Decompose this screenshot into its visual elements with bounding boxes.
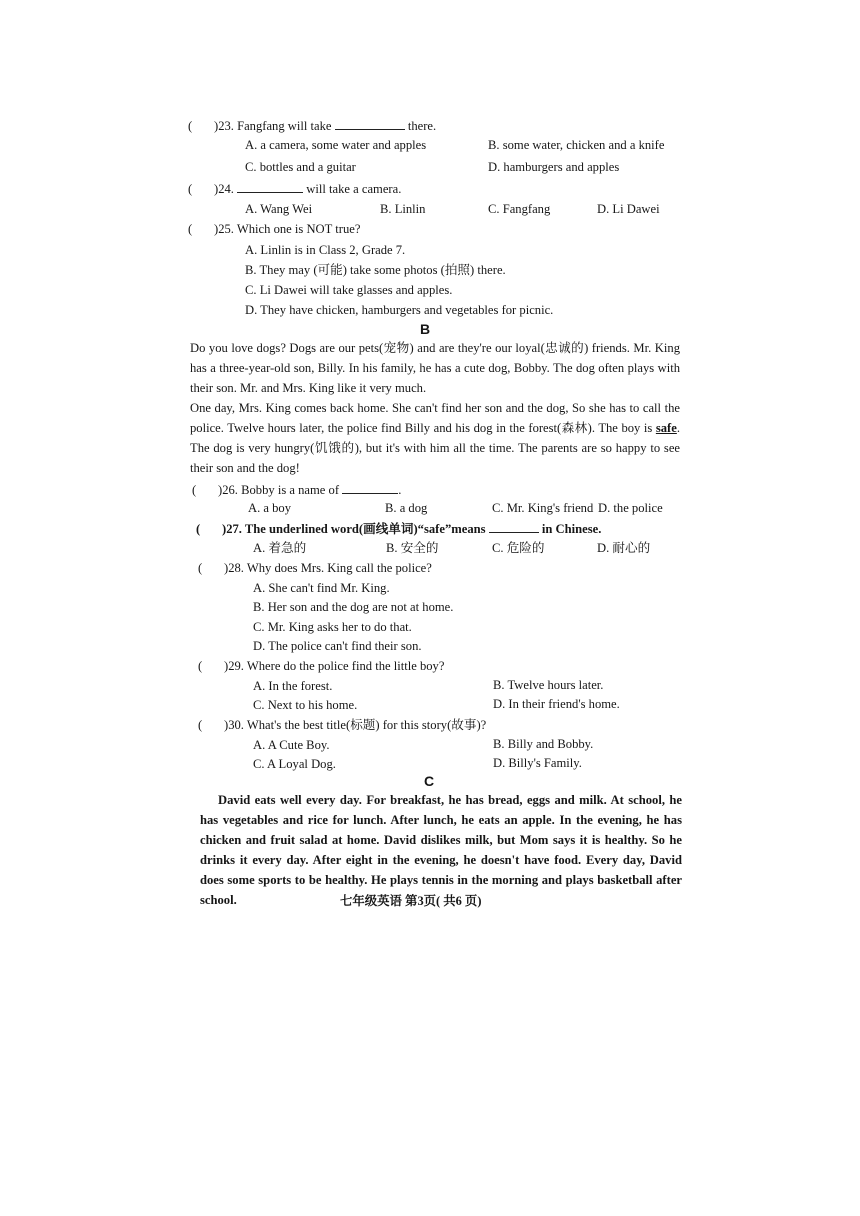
option-28-d: D. The police can't find their son. — [253, 639, 422, 653]
option-29-d: D. In their friend's home. — [493, 697, 620, 711]
option-27-a: A. 着急的 — [253, 541, 307, 555]
option-24-a: A. Wang Wei — [245, 202, 313, 216]
question-26-stem: ( )26. Bobby is a name of . — [192, 483, 402, 497]
section-c-passage: David eats well every day. For breakfast, he has bread, eggs and milk. At school, he has vegetables and rice for lunch. After lunch, he eats an apple. In the evening, he has chicken and fruit salad at home. David dislikes milk, but Mom says it is healthy. So he drinks it every day. After eight in the evening, he doesn't have food. Every day, David does some sports to be healthy. He plays tennis in the morning and plays basketball after school. — [200, 793, 682, 907]
option-29-a: A. In the forest. — [253, 679, 333, 693]
answer-blank — [342, 481, 398, 494]
option-29-c: C. Next to his home. — [253, 698, 358, 712]
option-27-b: B. 安全的 — [386, 541, 439, 555]
option-27-d: D. 耐心的 — [597, 541, 651, 555]
option-26-a: A. a boy — [248, 501, 292, 515]
section-c-heading: C — [424, 773, 435, 789]
question-25-stem: ( )25. Which one is NOT true? — [188, 222, 361, 236]
option-26-d: D. the police — [598, 501, 663, 515]
option-23-c: C. bottles and a guitar — [245, 160, 356, 174]
question-23-stem: ( )23. Fangfang will take there. — [188, 119, 437, 133]
question-24-stem: ( )24. will take a camera. — [188, 182, 402, 196]
option-28-a: A. She can't find Mr. King. — [253, 581, 390, 595]
question-30-stem: ( )30. What's the best title(标题) for this story(故事)? — [198, 718, 487, 732]
option-30-a: A. A Cute Boy. — [253, 738, 330, 752]
option-29-b: B. Twelve hours later. — [493, 678, 604, 692]
option-30-b: B. Billy and Bobby. — [493, 737, 594, 751]
option-27-c: C. 危险的 — [492, 541, 545, 555]
option-25-b: B. They may (可能) take some photos (拍照) there. — [245, 263, 506, 277]
question-29-stem: ( )29. Where do the police find the little boy? — [198, 659, 445, 673]
option-30-c: C. A Loyal Dog. — [253, 757, 336, 771]
page-footer: 七年级英语 第3页( 共6 页) — [340, 894, 482, 908]
answer-blank — [335, 117, 405, 130]
option-23-a: A. a camera, some water and apples — [245, 138, 427, 152]
option-24-c: C. Fangfang — [488, 202, 551, 216]
option-24-b: B. Linlin — [380, 202, 426, 216]
option-25-a: A. Linlin is in Class 2, Grade 7. — [245, 243, 406, 257]
question-28-stem: ( )28. Why does Mrs. King call the police? — [198, 561, 432, 575]
option-23-b: B. some water, chicken and a knife — [488, 138, 665, 152]
option-25-d: D. They have chicken, hamburgers and vegetables for picnic. — [245, 303, 554, 317]
option-28-b: B. Her son and the dog are not at home. — [253, 600, 454, 614]
option-28-c: C. Mr. King asks her to do that. — [253, 620, 412, 634]
underlined-word-safe: safe — [655, 421, 677, 435]
option-26-c: C. Mr. King's friend — [492, 501, 594, 515]
option-23-d: D. hamburgers and apples — [488, 160, 620, 174]
option-24-d: D. Li Dawei — [597, 202, 660, 216]
question-27-stem: ( )27. The underlined word(画线单词)“safe”means in Chinese. — [196, 522, 602, 536]
option-25-c: C. Li Dawei will take glasses and apples. — [245, 283, 453, 297]
section-b-passage: Do you love dogs? Dogs are our pets(宠物) and are they're our loyal(忠诚的) friends. Mr. King has a three-year-old son, Billy. In his family, he has a cute dog, Bobby. The dog often plays with their son. Mr. and Mrs. King like it very much. One day, Mrs. King comes back home. She can't find her son and the dog, So she has to call the police. Twelve hours later, the police find Billy and his dog in the forest(森林). The boy is safe. The dog is very hungry(饥饿的), but it's with him all the time. The parents are so happy to see their son and the dog! — [190, 341, 680, 475]
answer-blank — [489, 520, 539, 533]
option-30-d: D. Billy's Family. — [493, 756, 582, 770]
answer-blank — [237, 180, 303, 193]
option-26-b: B. a dog — [385, 501, 428, 515]
section-b-heading: B — [420, 321, 431, 337]
